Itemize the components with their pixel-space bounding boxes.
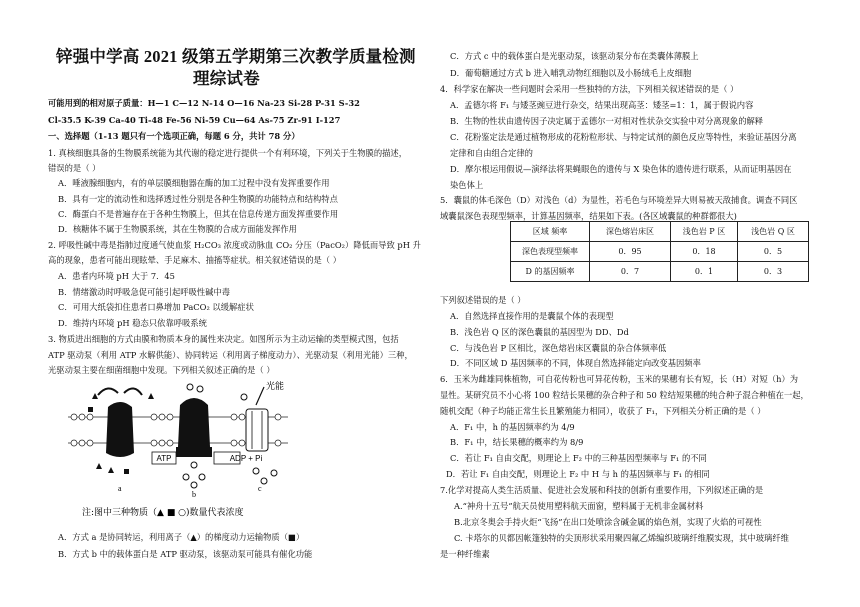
q7-option-c-cont: 是一种纤维素 xyxy=(440,549,490,559)
q6-option-d: D．若让 F₁ 自由交配，则理论上 F₂ 中 H 与 h 的基因频率与 F₁ 的相同 xyxy=(446,469,710,479)
q1-option-b: B．具有一定的流动性和选择透过性分别是各种生物膜的功能特点和结构特点 xyxy=(58,194,338,204)
q2-option-b: B．情绪激动时呼吸急促可能引起呼吸性碱中毒 xyxy=(58,287,231,297)
table-row xyxy=(511,262,809,282)
carrier-b-base xyxy=(176,447,212,457)
q3-option-d: D．葡萄糖通过方式 b 进入哺乳动物红细胞以及小肠绒毛上皮细胞 xyxy=(450,68,692,78)
q4-stem: 4．科学家在解决一些问题时会采用一些独特的方法，下列相关叙述错误的是（ ） xyxy=(440,84,739,94)
square-molecule xyxy=(124,469,129,474)
q6-stem-cont: 显性。某研究员不小心将 100 粒结长果穗的杂合种子和 50 粒结短果穗的纯合种子混合种植在一起， xyxy=(440,390,809,400)
triangle-ion xyxy=(108,467,114,473)
section-heading: 一、选择题（1-13 题只有一个选项正确，每题 6 分，共计 78 分） xyxy=(48,131,300,141)
carrier-c xyxy=(246,409,268,451)
q2-stem: 2. 呼吸性碱中毒是指肺过度通气使血浆 H₂CO₃ 浓度或动脉血 CO₂ 分压（PacO₂）降低而导致 pH 升 xyxy=(48,240,421,250)
q5-option-d: D．不同区域 D 基因频率的不同，体现自然选择能定向改变基因频率 xyxy=(450,358,701,368)
q1-option-d: D．核糖体不属于生物膜系统，其在生物膜的合成方面能发挥作用 xyxy=(58,224,297,234)
q3-stem-cont: ATP 驱动泵（利用 ATP 水解供能）、协同转运（利用离子梯度动力）、光驱动泵（利用光能）三种， xyxy=(48,350,413,360)
arrow-a-top xyxy=(98,388,118,395)
carrier-b xyxy=(178,398,210,451)
table-cell: 0．1 xyxy=(671,262,738,282)
table-header-cell: 浅色岩 P 区 xyxy=(671,222,738,242)
label-b: b xyxy=(192,490,196,499)
q6-option-c: C．若让 F₁ 自由交配，则理论上 F₂ 中的三种基因型频率与 F₁ 的不同 xyxy=(450,453,707,463)
q4-option-b: B．生物的性状由遗传因子决定属于孟德尔一对相对性状杂交实验中对分离现象的解释 xyxy=(450,116,764,126)
q3-option-c: C．方式 c 中的载体蛋白是光驱动泵，该驱动泵分布在类囊体薄膜上 xyxy=(450,51,699,61)
q1-stem-cont: 错误的是（ ） xyxy=(48,163,101,173)
table-header-cell: 区域 频率 xyxy=(511,222,590,242)
triangle-ion xyxy=(92,393,98,399)
q7-option-a: A.“神舟十五号”航天员使用塑料航天面窗，塑料属于无机非金属材料 xyxy=(454,501,704,511)
circle-molecule xyxy=(187,384,193,390)
q1-option-a: A．唾液腺细胞内，有的单层膜细胞器在酶的加工过程中没有发挥重要作用 xyxy=(58,178,330,188)
atomic-masses-line1: 可能用到的相对原子质量：H—1 C—12 N-14 O—16 Na-23 Si-28 P-31 S-32 xyxy=(48,98,360,108)
q5-option-c: C．与浅色岩 P 区相比，深色熔岩床区囊鼠的杂合体频率低 xyxy=(450,343,667,353)
q2-option-d: D．维持内环境 pH 稳态只依靠呼吸系统 xyxy=(58,318,207,328)
atp-label: ATP xyxy=(156,454,172,463)
q4-option-d: D．摩尔根运用假说—演绎法将果蝇眼色的遗传与 X 染色体的遗传进行联系，从而证明基因在 xyxy=(450,164,792,174)
table-cell: D 的基因频率 xyxy=(511,262,590,282)
atomic-masses-line2: Cl-35.5 K-39 Ca-40 Ti-48 Fe-56 Ni-59 Cu—64 As-75 Zr-91 I-127 xyxy=(48,115,341,125)
q7-option-c: C. 卡塔尔的贝都因帐篷独特的尖顶形状采用聚四氟乙烯编织玻璃纤维膜实现，其中玻璃纤维 xyxy=(454,533,789,543)
table-cell: 0．18 xyxy=(671,242,738,262)
q1-option-c: C．酶蛋白不是普遍存在于各种生物膜上，但其在信息传递方面发挥重要作用 xyxy=(58,209,339,219)
q4-option-a: A．孟德尔将 F₁ 与矮茎豌豆进行杂交，结果出现高茎：矮茎=1：1，属于假说内容 xyxy=(450,100,754,110)
circle-molecule xyxy=(261,478,267,484)
frequency-table xyxy=(510,221,809,282)
table-cell: 0．3 xyxy=(738,262,809,282)
table-cell: 0．7 xyxy=(590,262,671,282)
q5-option-b: B．浅色岩 Q 区的深色囊鼠的基因型为 DD、Dd xyxy=(450,327,629,337)
light-arrow xyxy=(256,387,264,405)
q5-stem-cont: 域囊鼠深色表现型频率，计算基因频率，结果如下表。(各区域囊鼠的种群都很大) xyxy=(440,211,737,221)
circle-molecule xyxy=(241,394,247,400)
q4-option-c: C．花粉鉴定法是通过植物形成的花粉粒形状、与特定试剂的颜色反应等特性，来验证基因分离 xyxy=(450,132,797,142)
q5-prompt: 下列叙述错误的是（ ） xyxy=(440,295,526,305)
q5-option-a: A．自然选择直接作用的是囊鼠个体的表现型 xyxy=(450,311,614,321)
q3-option-a: A．方式 a 是协同转运，利用离子（▲）的梯度动力运输物质（■） xyxy=(58,532,305,542)
transport-diagram xyxy=(68,377,298,527)
q3-option-b: B．方式 b 中的载体蛋白是 ATP 驱动泵，该驱动泵可能具有催化功能 xyxy=(58,549,313,559)
light-energy-label: 光能 xyxy=(266,382,285,392)
figure-note: 注:图中三种物质（▲ ■ ○)数量代表浓度 xyxy=(82,508,244,518)
exam-title-line1: 锌强中学高 2021 级第五学期第三次教学质量检测 xyxy=(56,47,416,66)
circle-molecule xyxy=(253,468,259,474)
table-header-cell: 浅色岩 Q 区 xyxy=(738,222,809,242)
triangle-ion xyxy=(148,393,154,399)
table-header-row xyxy=(511,222,809,242)
q7-stem: 7.化学对提高人类生活质量、促进社会发展和科技的创新有重要作用，下列叙述正确的是 xyxy=(440,485,764,495)
table-cell: 深色表现型频率 xyxy=(511,242,590,262)
carrier-a xyxy=(106,402,134,457)
circle-molecule xyxy=(197,386,203,392)
circle-molecule xyxy=(199,474,205,480)
adp-label: ADP + Pi xyxy=(229,454,263,463)
circle-molecule xyxy=(191,462,197,468)
q4-option-c-cont: 定律和自由组合定律的 xyxy=(450,148,533,158)
q4-option-d-cont: 染色体上 xyxy=(450,180,484,190)
label-c: c xyxy=(258,484,262,493)
q7-option-b: B.北京冬奥会手持火炬“飞扬”在出口处喷涂含碱金属的焰色剂，实现了火焰的可视性 xyxy=(454,517,762,527)
q6-stem: 6．玉米为雌雄同株植物，可自花传粉也可异花传粉，玉米的果穗有长有短，长（H）对短（h）为 xyxy=(440,374,799,384)
q6-stem-cont2: 随机交配（种子均能正常生长且繁殖能力相同），收获了 F₁，下列相关分析正确的是（ ） xyxy=(440,406,766,416)
square-molecule xyxy=(88,407,93,412)
label-a: a xyxy=(118,484,122,493)
q2-option-c: C．可用大纸袋扣住患者口鼻增加 PaCO₂ 以缓解症状 xyxy=(58,302,254,312)
arrow-a-top2 xyxy=(124,388,142,395)
q3-stem: 3. 物质进出细胞的方式由膜和物质本身的属性来决定。如图所示为主动运输的类型模式图，包括 xyxy=(48,334,399,344)
q2-option-a: A．患者内环境 pH 大于 7．45 xyxy=(58,271,175,281)
circle-molecule xyxy=(183,474,189,480)
q3-stem-cont2: 光驱动泵主要在细菌细胞中发现。下列相关叙述正确的是（ ） xyxy=(48,365,275,375)
q2-stem-cont: 高的现象，患者可能出现眩晕、手足麻木、抽搐等症状。相关叙述错误的是（ ） xyxy=(48,255,342,265)
q5-stem: 5．囊鼠的体毛深色（D）对浅色（d）为显性，若毛色与环境差异大则易被天敌捕食。调查不同区 xyxy=(440,195,798,205)
circle-molecule xyxy=(271,470,277,476)
table-row xyxy=(511,242,809,262)
q6-option-b: B．F₁ 中，结长果穗的概率约为 8/9 xyxy=(450,437,584,447)
table-cell: 0．95 xyxy=(590,242,671,262)
triangle-ion xyxy=(96,463,102,469)
table-cell: 0．5 xyxy=(738,242,809,262)
exam-title-line2: 理综试卷 xyxy=(193,69,260,88)
circle-molecule xyxy=(191,482,197,488)
table-header-cell: 深色熔岩床区 xyxy=(590,222,671,242)
q6-option-a: A．F₁ 中，h 的基因频率约为 4/9 xyxy=(450,422,575,432)
q1-stem: 1. 真核细胞具备的生物膜系统能为其代谢的稳定进行提供一个有利环境，下列关于生物膜的描述， xyxy=(48,148,408,158)
